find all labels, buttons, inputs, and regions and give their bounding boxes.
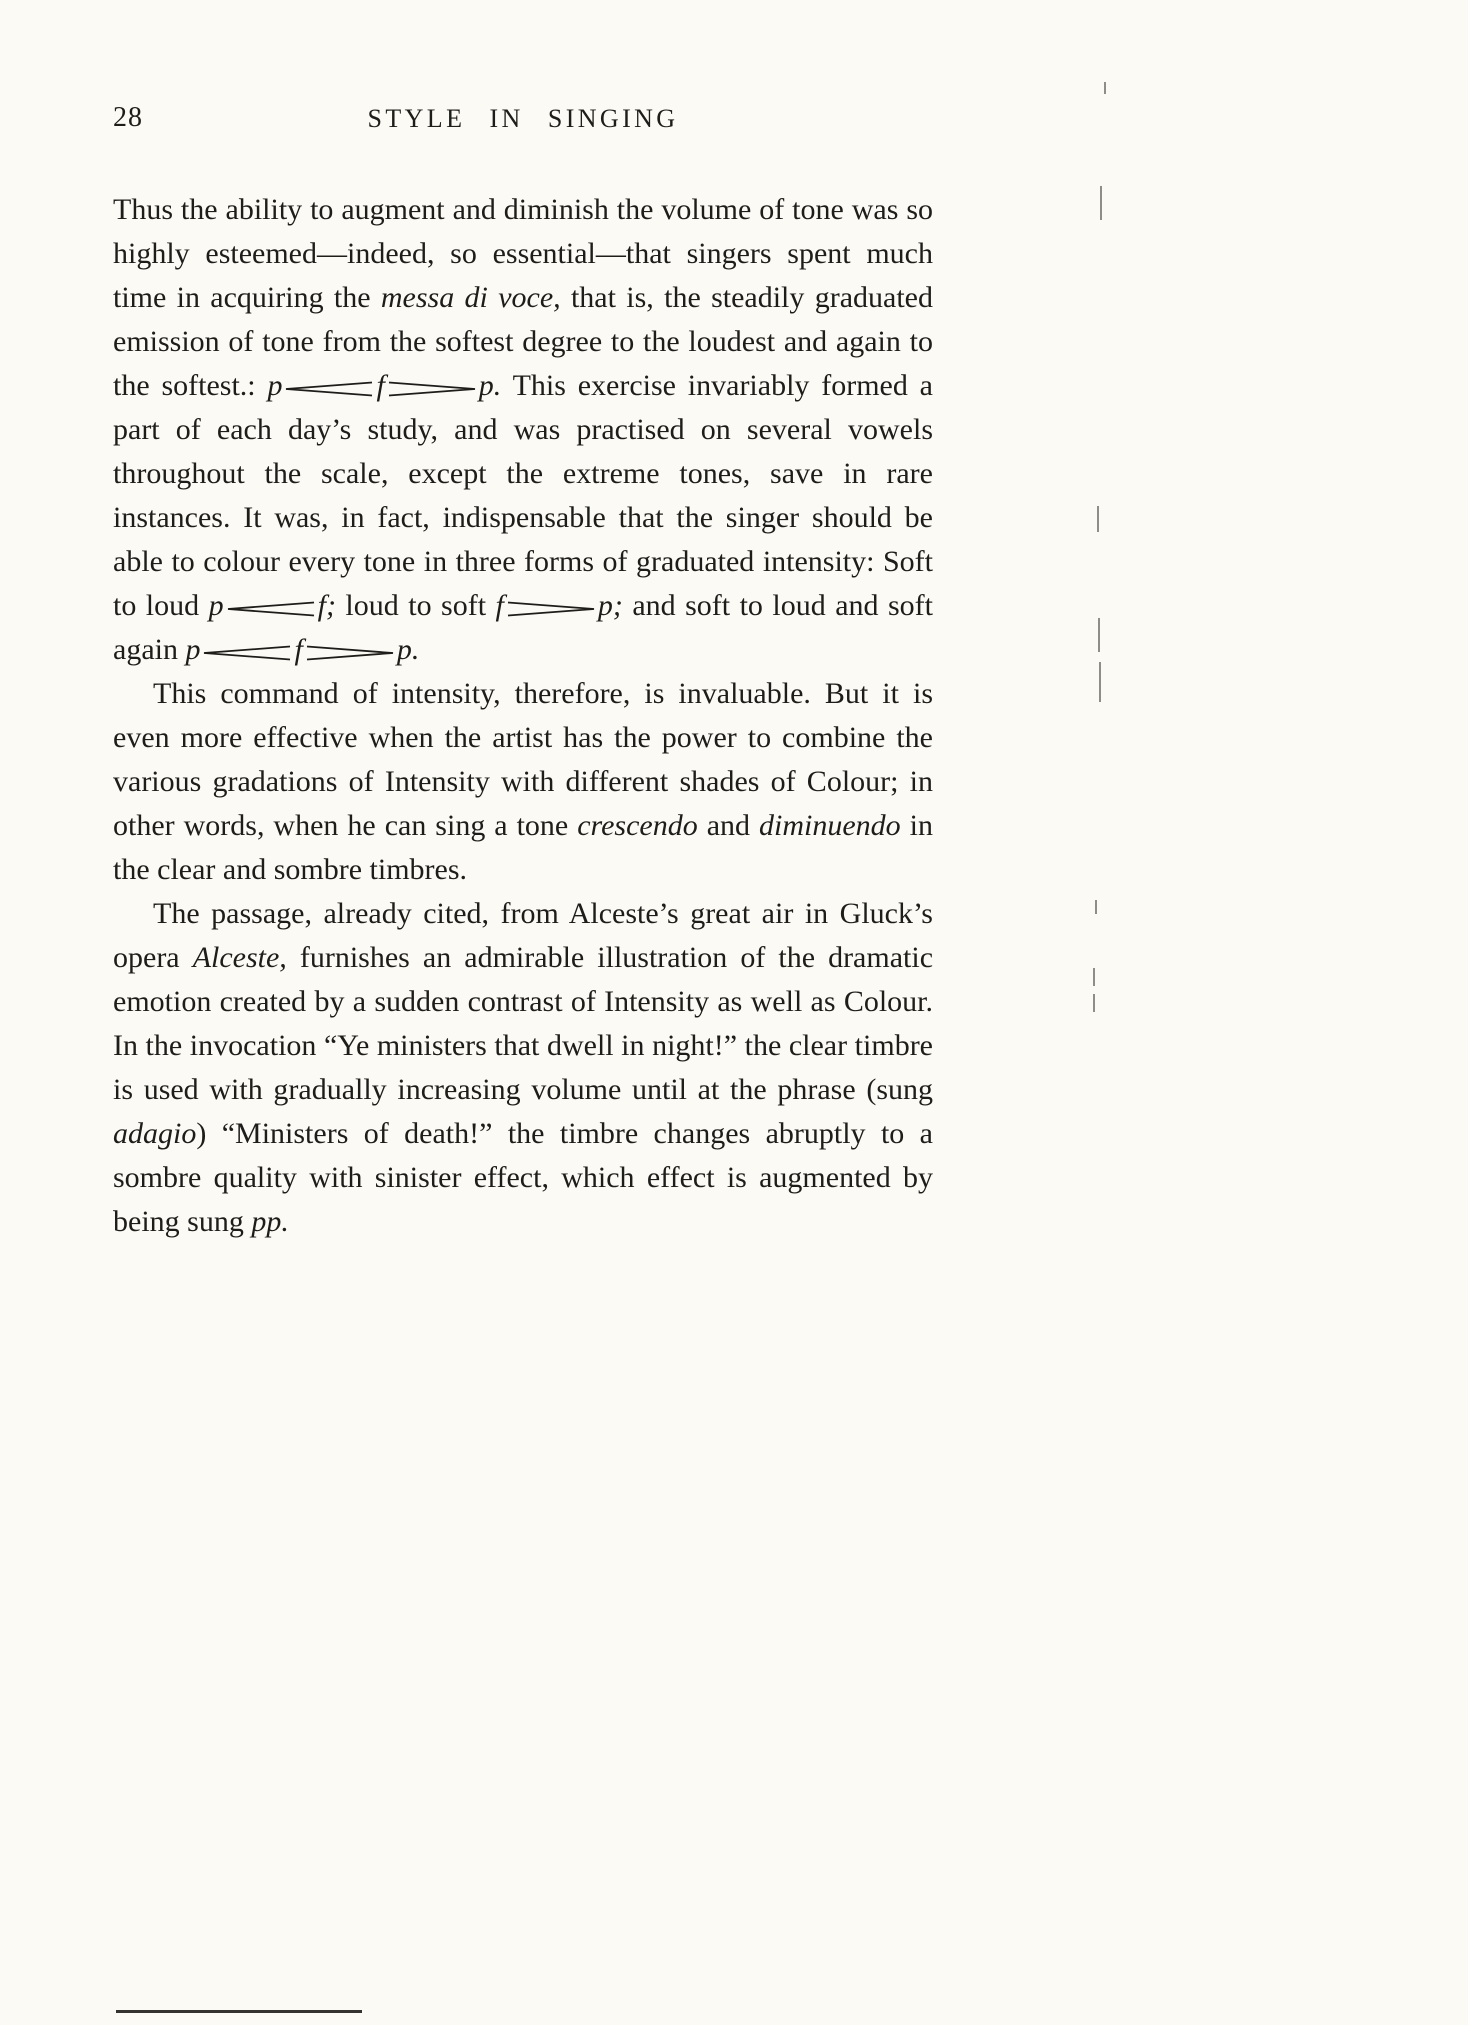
- italic-text-run: f: [495, 589, 504, 622]
- scan-artifact: [1095, 900, 1097, 914]
- italic-text-run: messa di voce,: [380, 281, 561, 314]
- crescendo-hairpin-icon: [226, 601, 316, 617]
- crescendo-hairpin-icon: [284, 381, 374, 397]
- diminuendo-hairpin-icon: [387, 381, 477, 397]
- scan-artifact: [1097, 506, 1099, 532]
- italic-text-run: f: [294, 633, 303, 666]
- paragraph: [113, 188, 933, 672]
- italic-text-run: diminuendo: [759, 809, 901, 842]
- italic-text-run: f;: [317, 589, 336, 622]
- diminuendo-hairpin-icon: [506, 601, 596, 617]
- italic-text-run: p: [208, 589, 224, 622]
- italic-text-run: crescendo: [577, 809, 698, 842]
- page-header: [113, 102, 933, 148]
- text-run: and soft to loud and soft again: [113, 589, 933, 666]
- running-title: STYLE IN SINGING: [367, 104, 679, 133]
- italic-text-run: f: [376, 369, 385, 402]
- scan-artifact: [1104, 82, 1106, 94]
- scan-artifact: [1099, 662, 1101, 702]
- text-run: and: [697, 809, 760, 842]
- text-run: This command of intensity, therefore, is invaluable. But it is even more effective when the artist has the power to combine the various gradations of Intensity with different shades of Colour; in other words, when he can sing a tone: [113, 677, 933, 842]
- paragraph: [113, 892, 933, 1244]
- text-run: Thus the ability to augment and diminish the volume of tone was so highly esteemed—indeed, so essential—that singers spent much time in acquiring the: [113, 193, 933, 314]
- text-run: This exercise invariably formed a part of each day’s study, and was practised on several vowels throughout the scale, except the extreme tones, save in rare instances. It was, in fact, indispensable that the singer should be able to colour every tone in three forms of graduated intensity: Soft to loud: [113, 369, 933, 622]
- italic-text-run: p: [267, 369, 283, 402]
- text-run: ) “Ministers of death!” the timbre changes abruptly to a sombre quality with sinister effect, which effect is augmented by being sung: [113, 1117, 933, 1238]
- italic-text-run: p.: [478, 369, 502, 402]
- italic-text-run: adagio: [113, 1117, 197, 1150]
- scan-artifact: [1100, 186, 1102, 220]
- italic-text-run: p;: [597, 589, 623, 622]
- scan-artifact: [1093, 968, 1095, 986]
- scan-artifact: [1098, 618, 1100, 652]
- italic-text-run: Alceste,: [192, 941, 287, 974]
- italic-text-run: pp.: [251, 1205, 289, 1238]
- crescendo-hairpin-icon: [202, 645, 292, 661]
- text-run: in the clear and sombre timbres.: [113, 809, 933, 886]
- page-number: 28: [113, 102, 143, 133]
- text-run: loud to soft: [335, 589, 496, 622]
- diminuendo-hairpin-icon: [305, 645, 395, 661]
- scan-artifact: [1093, 994, 1095, 1012]
- text-run: that is, the steadily graduated emission of tone from the softest degree to the loudest and again to the softest.:: [113, 281, 933, 402]
- scan-artifact: [116, 2010, 362, 2013]
- page-body: [113, 188, 933, 1244]
- page-content: [113, 102, 933, 1244]
- text-run: The passage, already cited, from Alceste’s great air in Gluck’s opera: [113, 897, 933, 974]
- paragraph: [113, 672, 933, 892]
- text-run: furnishes an admirable illustration of the dramatic emotion created by a sudden contrast of Intensity as well as Colour. In the invocation “Ye ministers that dwell in night!” the clear timbre is used with gradually increasing volume until at the phrase (sung: [113, 941, 934, 1106]
- italic-text-run: p.: [396, 633, 420, 666]
- italic-text-run: p: [185, 633, 201, 666]
